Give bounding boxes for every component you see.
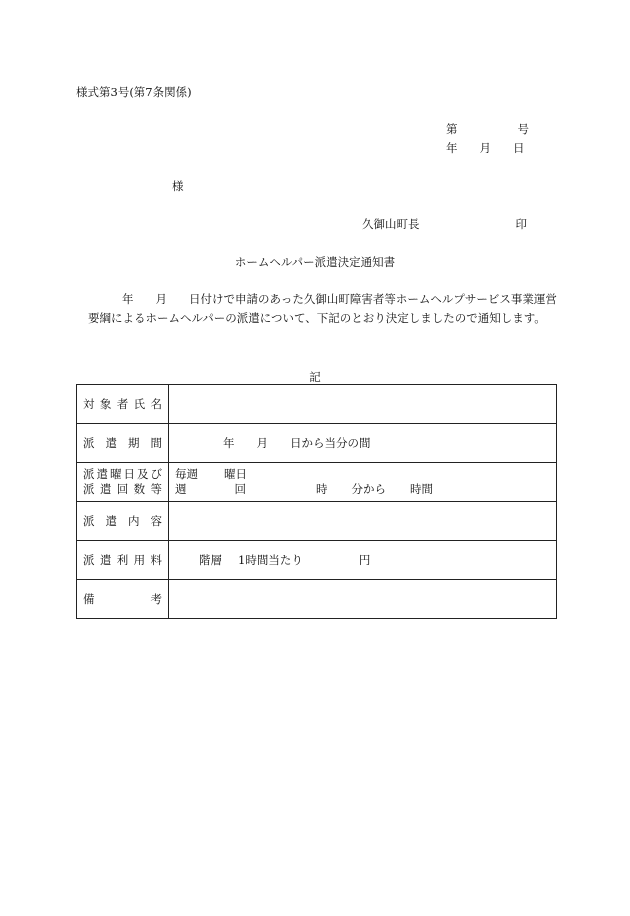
label-char: 遣 — [99, 553, 112, 567]
label-char: 者 — [116, 397, 129, 411]
label-cell — [77, 385, 169, 424]
table-row — [77, 541, 557, 580]
notice-body — [88, 290, 568, 328]
period-month: 月 — [256, 436, 268, 450]
schedule-hours: 時間 — [410, 482, 433, 496]
sender-name: 久御山町長 — [362, 217, 420, 231]
number-prefix: 第 — [446, 122, 458, 136]
label-char: 遣 — [96, 467, 108, 481]
label-fee — [83, 552, 162, 568]
label-char: 等 — [150, 482, 162, 496]
seal-mark: 印 — [515, 217, 527, 231]
document-number — [446, 121, 529, 137]
label-char: 間 — [150, 436, 162, 450]
body-year: 年 — [122, 292, 134, 306]
table-row — [77, 580, 557, 619]
fee-per-hour: 1時間当たり — [238, 553, 303, 567]
label-char: 派 — [83, 553, 95, 567]
label-char: 象 — [99, 397, 112, 411]
label-char: 日 — [123, 467, 135, 481]
period-rest: 日から当分の間 — [290, 436, 371, 450]
schedule-weekly: 毎週 — [175, 467, 198, 481]
label-cell — [77, 463, 169, 502]
label-char: 遣 — [99, 482, 112, 496]
table-row — [77, 463, 557, 502]
content-value-cell[interactable] — [169, 502, 557, 541]
label-char: 及 — [137, 467, 149, 481]
period-year: 年 — [223, 436, 235, 450]
table-row — [77, 385, 557, 424]
schedule-hour: 時 — [316, 482, 328, 496]
date-year: 年 — [446, 141, 458, 155]
label-char: 容 — [150, 514, 162, 528]
fee-tier: 階層 — [199, 553, 222, 567]
date-day: 日 — [513, 141, 525, 155]
label-name — [83, 396, 162, 412]
dispatch-details-table — [76, 384, 557, 619]
document-title: ホームヘルパー派遣決定通知書 — [234, 255, 396, 269]
label-schedule-line2 — [83, 482, 162, 497]
label-schedule-line1 — [83, 467, 162, 482]
label-char: 遣 — [105, 436, 117, 450]
schedule-value-cell[interactable] — [169, 463, 557, 502]
fee-value-cell[interactable] — [169, 541, 557, 580]
label-char: 内 — [128, 514, 140, 528]
label-char: 備 — [83, 592, 95, 606]
label-char: 利 — [116, 553, 129, 567]
issue-date — [446, 140, 525, 156]
label-cell — [77, 502, 169, 541]
label-char: 曜 — [110, 467, 122, 481]
name-value-cell[interactable] — [169, 385, 557, 424]
schedule-min-from: 分から — [351, 482, 386, 496]
label-cell — [77, 424, 169, 463]
label-cell — [77, 580, 169, 619]
label-char: び — [150, 467, 162, 481]
table-row — [77, 502, 557, 541]
schedule-week: 週 — [175, 482, 187, 496]
body-text: 日付けで申請のあった久御山町障害者等ホームヘルプサービス事業運営要綱によるホームヘルパーの派遣について、下記のとおり決定しましたので通知します。 — [88, 292, 557, 325]
table-row — [77, 424, 557, 463]
label-remarks — [83, 591, 162, 607]
label-char: 名 — [150, 397, 162, 411]
label-char: 用 — [133, 553, 146, 567]
form-number: 様式第3号(第7条関係) — [76, 85, 192, 99]
remarks-value-cell[interactable] — [169, 580, 557, 619]
addressee: 様 — [172, 179, 184, 193]
label-char: 氏 — [133, 397, 146, 411]
label-char: 対 — [83, 397, 95, 411]
ki-mark: 記 — [309, 370, 321, 384]
label-char: 数 — [133, 482, 146, 496]
label-content — [83, 513, 162, 529]
label-cell — [77, 541, 169, 580]
label-char: 遣 — [105, 514, 117, 528]
label-char: 派 — [83, 436, 95, 450]
schedule-times: 回 — [234, 482, 246, 496]
date-month: 月 — [479, 141, 491, 155]
label-char: 派 — [83, 514, 95, 528]
label-period — [83, 435, 162, 451]
label-char: 考 — [150, 592, 162, 606]
period-value-cell[interactable] — [169, 424, 557, 463]
fee-yen: 円 — [358, 553, 371, 567]
label-char: 派 — [83, 467, 95, 481]
label-char: 派 — [83, 482, 95, 496]
sender — [362, 216, 527, 232]
number-suffix: 号 — [517, 122, 529, 136]
label-char: 回 — [116, 482, 129, 496]
label-char: 料 — [150, 553, 162, 567]
label-char: 期 — [128, 436, 140, 450]
schedule-weekday: 曜日 — [224, 467, 247, 481]
body-month: 月 — [155, 292, 167, 306]
